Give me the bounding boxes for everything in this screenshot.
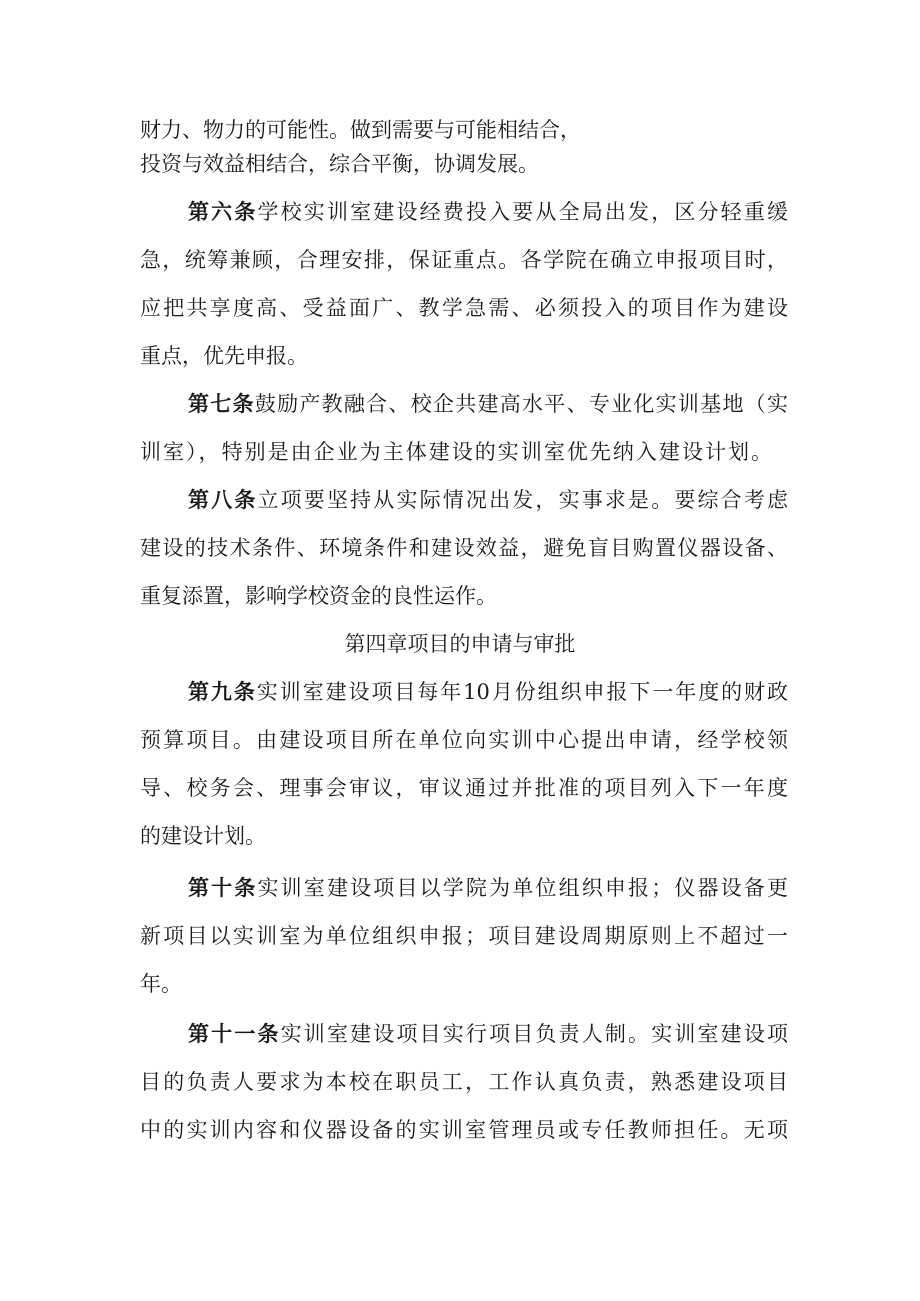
article-7-label: 第七条 [188,392,255,416]
chapter-4-heading: 第四章项目的申请与审批 [344,632,576,656]
article-6-line-2: 急，统筹兼顾，合理安排，保证重点。各学院在确立申报项目时， [140,248,788,272]
article-11-line-1: 第十一条实训室建设项目实行项目负责人制。实训室建设项 [188,1022,788,1046]
article-9-line-4: 的建设计划。 [140,824,266,848]
article-8-line-2: 建设的技术条件、环境条件和建设效益，避免盲目购置仪器设备、 [140,536,788,560]
article-6-line-1: 第六条学校实训室建设经费投入要从全局出发，区分轻重缓 [188,200,789,224]
intro-line-1: 财力、物力的可能性。做到需要与可能相结合， [140,118,581,142]
article-11-label: 第十一条 [188,1022,281,1046]
article-10-line-1: 第十条实训室建设项目以学院为单位组织申报；仪器设备更 [188,876,789,900]
article-9-label: 第九条 [188,680,257,704]
article-10-line-2: 新项目以实训室为单位组织申报；项目建设周期原则上不超过一 [140,924,788,948]
article-8-label: 第八条 [188,488,258,512]
article-6-line-4: 重点，优先申报。 [140,344,308,368]
article-7-line-1: 第七条鼓励产教融合、校企共建高水平、专业化实训基地（实 [188,392,789,416]
intro-line-2: 投资与效益相结合，综合平衡，协调发展。 [140,152,539,176]
article-6-line-3: 应把共享度高、受益面广、教学急需、必须投入的项目作为建设 [140,296,788,320]
article-9-line-1: 第九条实训室建设项目每年10月份组织申报下一年度的财政 [188,680,788,704]
article-7-line-2: 训室），特别是由企业为主体建设的实训室优先纳入建设计划。 [140,440,772,464]
article-10-label: 第十条 [188,876,258,900]
article-9-line-3: 导、校务会、理事会审议，审议通过并批准的项目列入下一年度 [140,776,788,800]
article-11-line-3: 中的实训内容和仪器设备的实训室管理员或专任教师担任。无项 [140,1118,788,1142]
article-11-line-2: 目的负责人要求为本校在职员工，工作认真负责，熟悉建设项目 [140,1070,788,1094]
article-10-line-3: 年。 [140,972,182,996]
article-8-line-1: 第八条立项要坚持从实际情况出发，实事求是。要综合考虑 [188,488,789,512]
article-8-line-3: 重复添置，影响学校资金的良性运作。 [140,584,497,608]
article-6-label: 第六条 [188,200,258,224]
article-9-line-2: 预算项目。由建设项目所在单位向实训中心提出申请，经学校领 [140,728,788,752]
